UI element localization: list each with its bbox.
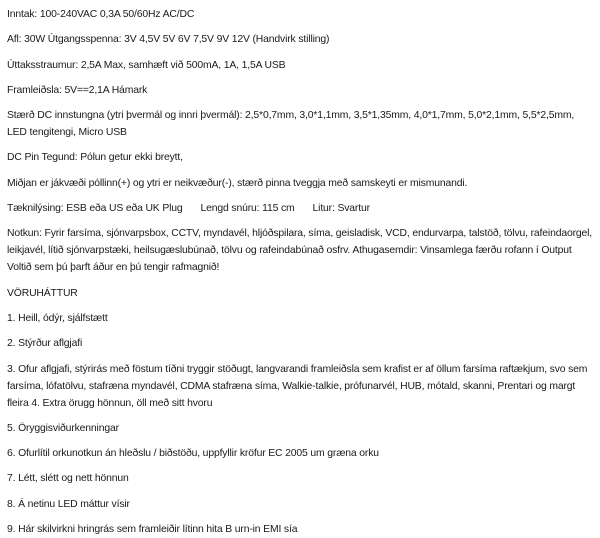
spec-usb-output: Framleiðsla: 5V==2,1A Hámark: [7, 84, 148, 96]
feature-item: 1. Heill, ódýr, sjálfstætt: [7, 312, 108, 324]
feature-item: 3. Ofur aflgjafi, stýrirás með föstum tíðni tryggir stöðugt, langvarandi framleiðsla sem krafist er af öllum farsíma raftækjum, svo sem farsíma, lófatölvu, stafræna myndavél, CDMA stafræna síma, Walkie-talkie, prófunarvél, HUB, mótald, skanni, Prentari og margt fleira 4. Extra örugg hönnun, öll með sitt hvoru: [7, 363, 588, 409]
feature-item: 6. Ofurlítil orkunotkun án hleðslu / biðstöðu, uppfyllir kröfur EC 2005 um græna orku: [7, 448, 379, 460]
spec-input: Inntak: 100-240VAC 0,3A 50/60Hz AC/DC: [7, 9, 195, 20]
spec-tech-line: [7, 200, 593, 217]
feature-item: 8. Á netinu LED máttur vísir: [7, 498, 130, 510]
feature-item: 7. Létt, slétt og nett hönnun: [7, 473, 129, 485]
spec-power-output-voltage: Afl: 30W Útgangsspenna: 3V 4,5V 5V 6V 7,5V 9V 12V (Handvirk stilling): [7, 34, 330, 46]
usage-paragraph: Notkun: Fyrir farsíma, sjónvarpsbox, CCTV, myndavél, hljóðspilara, síma, geisladisk, VCD, endurvarpa, talstöð, tölvu, rafeindaorgel, leikjavél, lítið sjónvarpstæki, heilsugæslubúnað, tölvu og rafeindabúnað osfrv. Athugasemdir: Vinsamlega færðu rofann í Output Voltið sem þú þarft áður en þú tengir rafmagnið!: [7, 228, 593, 274]
feature-item: 2. Stýrður aflgjafi: [7, 338, 83, 350]
spec-color: Litur: Svartur: [312, 203, 370, 215]
spec-dc-plug-sizes: Stærð DC innstungna (ytri þvermál og innri þvermál): 2,5*0,7mm, 3,0*1,1mm, 3,5*1,35mm, 4,0*1,7mm, 5,0*2,1mm, 5,5*2,5mm, LED tengitengi, Micro USB: [7, 110, 575, 139]
spec-output-current: Úttaksstraumur: 2,5A Max, samhæft við 500mA, 1A, 1,5A USB: [7, 59, 286, 71]
feature-item: 5. Öryggisviðurkenningar: [7, 422, 119, 434]
spec-cable-length: Lengd snúru: 115 cm: [200, 203, 295, 215]
feature-item: 9. Hár skilvirkni hringrás sem framleiðir lítinn hita B urn-in EMI sía: [7, 524, 298, 536]
features-heading: VÖRUHÁTTUR: [7, 287, 78, 299]
spec-plug-type: Tæknilýsing: ESB eða US eða UK Plug: [7, 203, 183, 215]
spec-dc-pin-type: DC Pin Tegund: Pólun getur ekki breytt,: [7, 152, 183, 164]
spec-polarity: Miðjan er jákvæði póllinn(+) og ytri er neikvæður(-), stærð pinna tveggja með samskeyti er mismunandi.: [7, 177, 468, 189]
